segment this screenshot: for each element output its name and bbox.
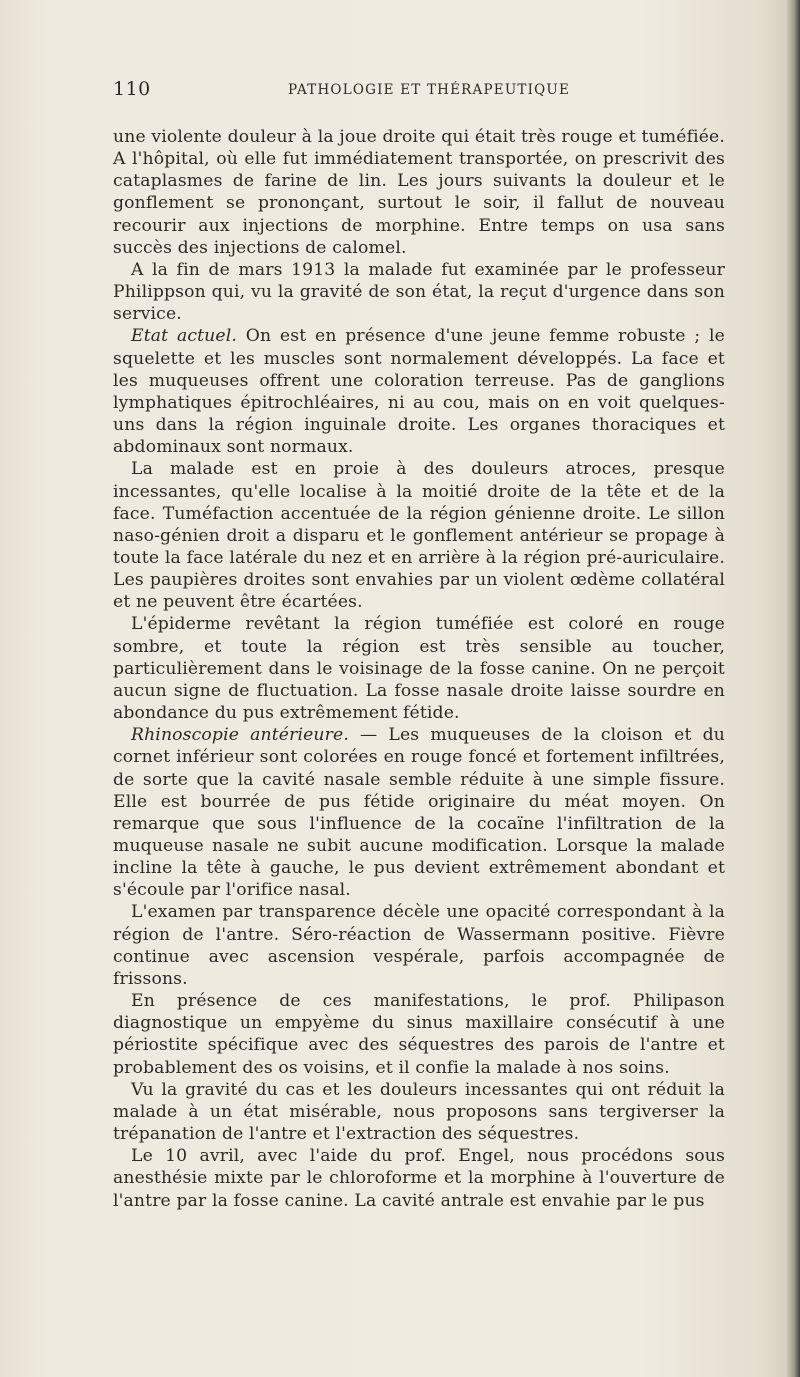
- page-number: 110: [113, 78, 151, 100]
- page-header: [113, 78, 723, 104]
- paragraph: En présence de ces manifestations, le prof. Philipason diagnostique un empyème du sinus maxillaire consécutif à une périostite spécifique avec des séquestres des parois de l'antre et probablement des os voisins, et il confie la malade à nos soins.: [113, 991, 725, 1078]
- paragraph: une violente douleur à la joue droite qui était très rouge et tuméfiée. A l'hôpital, où elle fut immédiatement transportée, on prescrivit des cataplasmes de farine de lin. Les jours suivants la douleur et le gonflement se prononçant, surtout le soir, il fallut de nouveau recourir aux injections de morphine. Entre temps on usa sans succès des injections de calomel.: [113, 127, 725, 258]
- body-text: [113, 126, 725, 1212]
- section-lead: Rhinoscopie antérieure.: [131, 725, 349, 746]
- paragraph: L'examen par transparence décèle une opacité correspondant à la région de l'antre. Séro-réaction de Wassermann positive. Fièvre continue avec ascension vespérale, parfois accompagnée de frissons.: [113, 902, 725, 989]
- section-lead: Etat actuel.: [131, 326, 237, 347]
- paragraph: L'épiderme revêtant la région tuméfiée est coloré en rouge sombre, et toute la région est très sensible au toucher, particulièrement dans le voisinage de la fosse canine. On ne perçoit aucun signe de fluctuation. La fosse nasale droite laisse sourdre en abondance du pus extrêmement fétide.: [113, 614, 725, 724]
- paragraph: Etat actuel. On est en présence d'une jeune femme robuste ; le squelette et les muscles sont normalement développés. La face et les muqueuses offrent une coloration terreuse. Pas de ganglions lymphatiques épitrochléaires, ni au cou, mais on en voit quelques-uns dans la région inguinale droite. Les organes thoraciques et abdominaux sont normaux.: [113, 326, 726, 458]
- running-title: PATHOLOGIE ET THÉRAPEUTIQUE: [288, 82, 571, 98]
- page-edge-shadow: [786, 0, 800, 1377]
- paragraph: Rhinoscopie antérieure. — Les muqueuses de la cloison et du cornet inférieur sont colorées en rouge foncé et fortement infiltrées, de sorte que la cavité nasale semble réduite à une simple fissure. Elle est bourrée de pus fétide originaire du méat moyen. On remarque que sous l'influence de la cocaïne l'infiltration de la muqueuse nasale ne subit aucune modification. Lorsque la malade incline la tête à gauche, le pus devient extrêmement abondant et s'écoule par l'orifice nasal.: [113, 725, 725, 901]
- paragraph: A la fin de mars 1913 la malade fut examinée par le professeur Philippson qui, vu la gravité de son état, la reçut d'urgence dans son service.: [113, 259, 725, 325]
- paragraph: La malade est en proie à des douleurs atroces, presque incessantes, qu'elle localise à la moitié droite de la tête et de la face. Tuméfaction accentuée de la région génienne droite. Le sillon naso-génien droit a disparu et le gonflement antérieur se propage à toute la face latérale du nez et en arrière à la région pré-auriculaire. Les paupières droites sont envahies par un violent œdème collatéral et ne peuvent être écartées.: [113, 459, 725, 613]
- paragraph: Vu la gravité du cas et les douleurs incessantes qui ont réduit la malade à un état misérable, nous proposons sans tergiverser la trépanation de l'antre et l'extraction des séquestres.: [113, 1079, 725, 1145]
- paragraph: Le 10 avril, avec l'aide du prof. Engel, nous procédons sous anesthésie mixte par le chloroforme et la morphine à l'ouverture de l'antre par la fosse canine. La cavité antrale est envahie par le pus: [113, 1146, 725, 1211]
